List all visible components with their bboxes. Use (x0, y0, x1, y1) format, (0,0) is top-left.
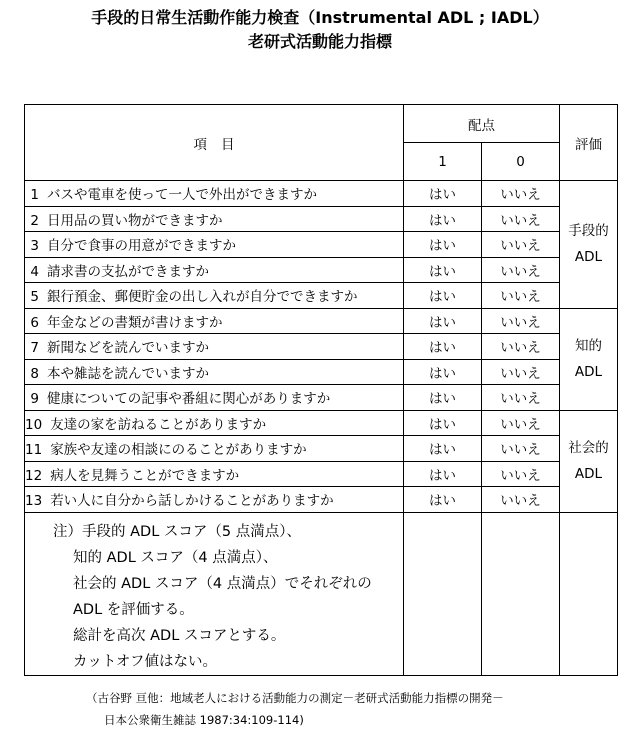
note-cell (25, 512, 404, 675)
question-number: 2 (30, 212, 39, 229)
question-number: 13 (25, 493, 43, 510)
score-no-header: 0 (482, 143, 560, 181)
question-text: 健康についての記事や番組に関心がありますか (47, 391, 331, 408)
question-row (25, 359, 618, 385)
answer-no: いいえ (482, 206, 560, 232)
answer-yes: はい (404, 206, 482, 232)
question-text: 友達の家を訪ねることがありますか (50, 416, 267, 433)
question-number: 11 (25, 442, 43, 459)
answer-yes: はい (404, 308, 482, 334)
note-line: 総計を高次 ADL スコアとする。 (73, 627, 286, 644)
citation-journal: 日本公衆衛生雑誌 1987:34:109-114) (104, 713, 304, 727)
answer-yes: はい (404, 359, 482, 385)
iadl-table (24, 104, 618, 676)
answer-no: いいえ (482, 410, 560, 436)
answer-no: いいえ (482, 436, 560, 462)
question-row (25, 308, 618, 334)
question-number: 7 (30, 340, 39, 357)
question-text: 家族や友達の相談にのることがありますか (50, 442, 307, 459)
note-line: ADL を評価する。 (73, 601, 194, 618)
answer-yes: はい (404, 257, 482, 283)
eval-header: 評価 (560, 105, 618, 181)
question-text: 銀行預金、郵便貯金の出し入れが自分でできますか (47, 289, 358, 306)
question-number: 6 (30, 314, 39, 331)
answer-no: いいえ (482, 487, 560, 513)
eval-group-intellectual (560, 308, 618, 410)
question-row (25, 410, 618, 436)
item-header: 項目 (25, 105, 404, 181)
eval-group-social (560, 410, 618, 512)
note-empty-cell (404, 512, 482, 675)
answer-no: いいえ (482, 461, 560, 487)
question-number: 1 (30, 187, 39, 204)
question-text: 請求書の支払ができますか (47, 263, 209, 280)
answer-no: いいえ (482, 308, 560, 334)
note-line: 知的 ADL スコア（4 点満点）、 (73, 549, 278, 566)
answer-no: いいえ (482, 385, 560, 411)
question-row (25, 283, 618, 309)
answer-yes: はい (404, 461, 482, 487)
question-text: 新聞などを読んでいますか (47, 340, 209, 357)
question-text: 自分で食事の用意ができますか (47, 238, 236, 255)
eval-group-label: 社会的 (568, 440, 609, 456)
question-text: 日用品の買い物ができますか (47, 212, 223, 229)
question-text: 病人を見舞うことができますか (50, 467, 240, 484)
note-empty-cell (482, 512, 560, 675)
question-text: 本や雑誌を読んでいますか (47, 365, 209, 382)
question-number: 12 (25, 467, 43, 484)
question-number: 5 (30, 289, 39, 306)
eval-group-label: 知的 (575, 338, 602, 354)
answer-yes: はい (404, 436, 482, 462)
question-row (25, 181, 618, 207)
note-line: カットオフ値はない。 (73, 653, 217, 670)
question-number: 4 (30, 263, 39, 280)
answer-yes: はい (404, 283, 482, 309)
note-line: 社会的 ADL スコア（4 点満点）でそれぞれの (73, 575, 372, 592)
answer-yes: はい (404, 181, 482, 207)
question-text: バスや電車を使って一人で外出ができますか (47, 187, 317, 204)
answer-no: いいえ (482, 334, 560, 360)
question-row (25, 232, 618, 258)
eval-group-label: 手段的 (568, 223, 609, 240)
question-text: 年金などの書類が書けますか (47, 314, 223, 331)
page-subtitle: 老研式活動能力指標 (247, 32, 392, 51)
answer-yes: はい (404, 487, 482, 513)
question-row (25, 385, 618, 411)
answer-yes: はい (404, 385, 482, 411)
note-line: 注）手段的 ADL スコア（5 点満点）、 (53, 523, 301, 540)
question-number: 3 (30, 238, 39, 255)
page-title: 手段的日常生活動作能力検査（Instrumental ADL ; IADL） (91, 8, 549, 27)
answer-yes: はい (404, 410, 482, 436)
answer-no: いいえ (482, 283, 560, 309)
question-number: 8 (30, 365, 39, 382)
question-number: 10 (25, 416, 43, 433)
question-row (25, 436, 618, 462)
question-row (25, 461, 618, 487)
eval-group-sublabel: ADL (574, 249, 603, 266)
score-header: 配点 (404, 105, 560, 143)
answer-no: いいえ (482, 181, 560, 207)
answer-yes: はい (404, 232, 482, 258)
citation: （古谷野 亘他：地域老人における活動能力の測定－老研式活動能力指標の開発－ (86, 691, 504, 705)
question-text: 若い人に自分から話しかけることがありますか (50, 493, 334, 510)
question-row (25, 334, 618, 360)
eval-group-instrumental (560, 181, 618, 309)
answer-no: いいえ (482, 257, 560, 283)
question-row (25, 487, 618, 513)
question-number: 9 (30, 391, 39, 408)
answer-no: いいえ (482, 359, 560, 385)
score-yes-header: 1 (404, 143, 482, 181)
question-row (25, 206, 618, 232)
note-empty-cell (560, 512, 618, 675)
answer-no: いいえ (482, 232, 560, 258)
question-row (25, 257, 618, 283)
answer-yes: はい (404, 334, 482, 360)
eval-group-sublabel: ADL (574, 466, 603, 482)
eval-group-sublabel: ADL (574, 364, 603, 380)
